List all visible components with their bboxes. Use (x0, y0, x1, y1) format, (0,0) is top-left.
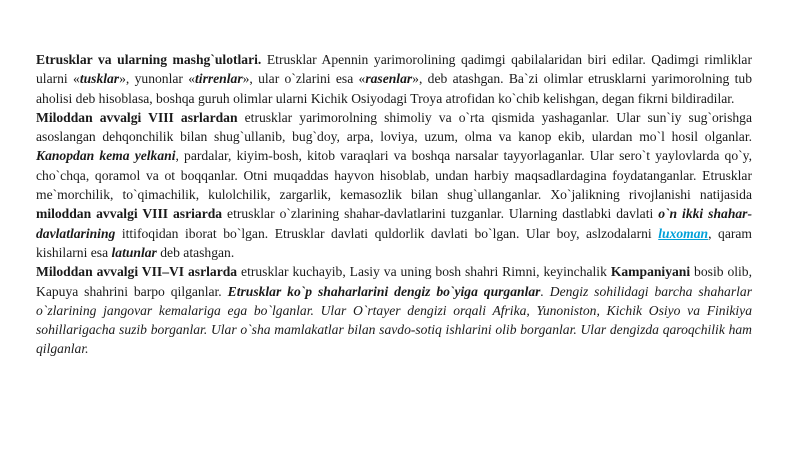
term-on-ikki-shahar: o`n ikki shahar-davlatlarining (36, 206, 752, 241)
heading-vii-vi-asrlarda: Miloddan avvalgi VII–VI asrlarda (36, 264, 238, 280)
text-run: ittifoqidan iborat bo`lgan. Etrusklar davlati quldorlik davlati bo`lgan. Ular boy, aslzodalarni (115, 225, 659, 241)
text-run: deb atashgan. (156, 244, 235, 260)
heading-viii-asrlardan: Miloddan avvalgi VIII asrlardan (36, 109, 238, 125)
text-run-italic: . Dengiz sohilidagi barcha shaharlar o`zlarining jangovar kemalariga ega bo`lganlar. Ular O`rtayer dengizi orqali Afrika, Yunoniston, Kichik Osiyo va Finikiya sohillarigacha suzib borganlar. Ular o`sha mamlakatlar bilan savdo-sotiq ishlarini olib borganlar. Ular dengizda qaroqchilik ham qilganlar. (36, 283, 753, 357)
term-rasenlar: rasenlar (365, 71, 413, 87)
term-viii-asriarda: miloddan avvalgi VIII asriarda (36, 206, 223, 222)
term-kampaniyani: Kampaniyani (610, 264, 691, 280)
text-run: etrusklar kuchayib, Lasiy va uning bosh shahri Rimni, keyinchalik (237, 264, 611, 280)
term-latunlar: latunlar (111, 244, 157, 260)
paragraph-viii-asr (36, 108, 752, 262)
text-run: », ular o`zlarini esa « (242, 71, 366, 87)
text-run: Etrusklar Apennin yarimorolining qadimgi qabilalaridan biri edilar. Qadimgi rimliklar ularni « (36, 52, 752, 87)
paragraph-etrusklar-intro (36, 50, 752, 108)
heading-mashgulotlari: Etrusklar va ularning mashg`ulotlari. (36, 52, 262, 67)
text-run: etrusklar o`zlarining shahar-davlatlarini tuzganlar. Ularning dastlabki davlati (222, 206, 659, 222)
text-run: », yunonlar « (119, 71, 196, 87)
term-kanopdan-kema: Kanopdan kema yelkani (36, 148, 176, 164)
text-run: etrusklar yarimorolning shimoliy va o`rta qismida yashaganlar. Ular sun`iy sug`orishga asoslangan dehqonchilik bilan shug`ullanib, bug`doy, arpa, loviya, uzum, olma va kanop ekib, ulardan mo`l hosil olganlar. (36, 109, 752, 145)
term-tusklar: tusklar (79, 71, 120, 87)
text-run: bosib olib, Kapuya shahrini barpo qilganlar. (36, 264, 752, 299)
text-run: », deb atashgan. Ba`zi olimlar etrusklarni yarimorolning tub aholisi deb hisoblasa, boshqa guruh olimlar ularni Kichik Osiyodagi Troya atrofidan ko`chib kelishgan, degan fikrni bildiradilar. (36, 71, 752, 106)
document-text (36, 50, 752, 359)
term-tirrenlar: tirrenlar (195, 71, 243, 87)
text-run: , pardalar, kiyim-bosh, kitob varaqlari va boshqa narsalar tayyorlaganlar. Ular sero`t yaylovlarda qo`y, cho`chqa, qoramol va ot boqqanlar. Otni muqaddas hayvon hisoblab, undan harbiy maqsadlardagina foydatanganlar. Etrusklar me`morchilik, to`qimachilik, kulolchilik, zargarlik, kemasozlik bilan shug`ullanganlar. Xo`jalikning rivojlanishi natijasida (36, 148, 752, 203)
term-dengiz-boyiga: Etrusklar ko`p shaharlarini dengiz bo`yiga qurganlar (227, 283, 541, 299)
text-run: , qaram kishilarni esa (36, 225, 753, 260)
luxoman-link[interactable]: luxoman (658, 225, 709, 241)
paragraph-vii-vi-asr (36, 262, 752, 358)
